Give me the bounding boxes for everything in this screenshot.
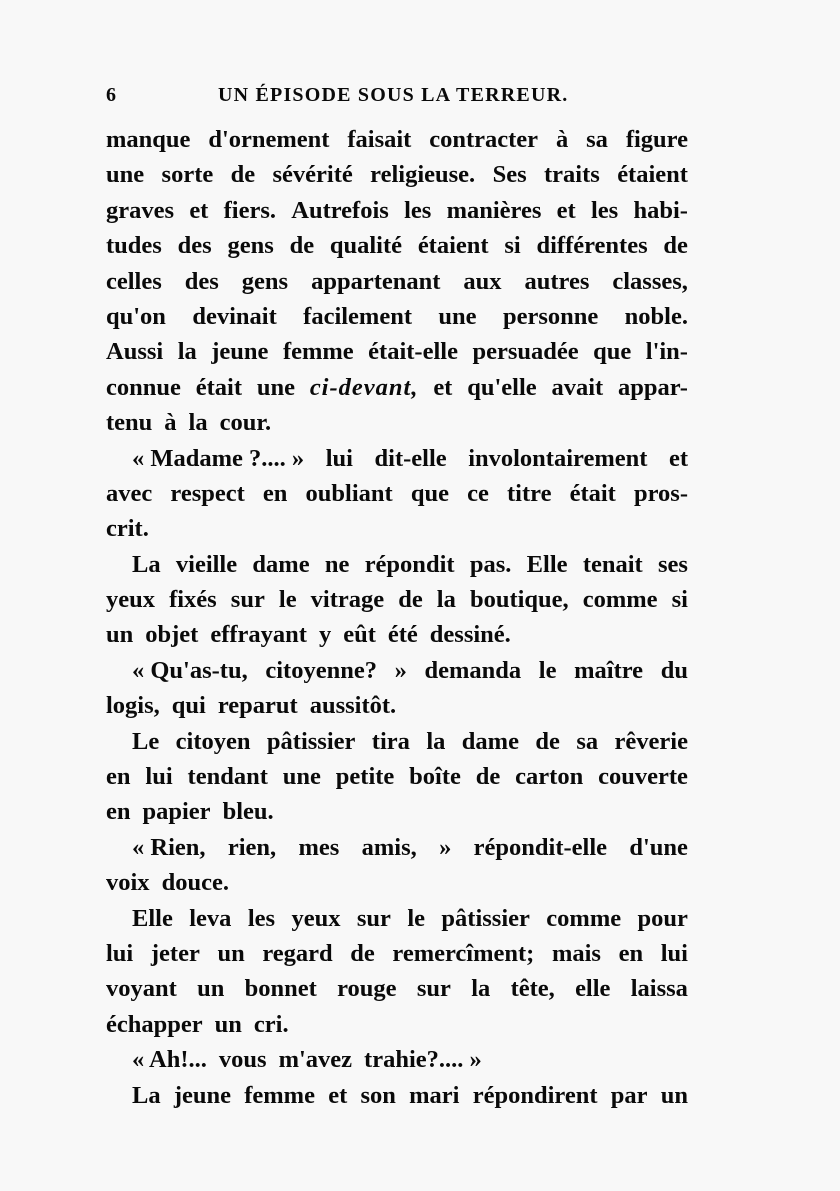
word: regard xyxy=(262,939,333,967)
word: crit. xyxy=(106,515,149,543)
page-number: 6 xyxy=(106,84,117,106)
word: était xyxy=(195,373,242,401)
word: était-elle xyxy=(368,338,458,366)
word: personne xyxy=(502,302,599,330)
word: un xyxy=(217,939,245,967)
word: de xyxy=(350,939,375,967)
word: traits xyxy=(544,161,600,189)
text-line xyxy=(106,1007,688,1042)
word: « Qu'as-tu, xyxy=(132,656,248,684)
word: pros- xyxy=(633,479,688,507)
word: si xyxy=(671,586,688,614)
word: noble. xyxy=(624,302,688,330)
word: ce xyxy=(467,479,489,507)
word: une xyxy=(256,373,295,401)
word: tenait xyxy=(582,550,643,578)
word: maître xyxy=(574,656,644,684)
word: rien, xyxy=(227,833,277,861)
text-line xyxy=(106,936,688,971)
word: Le xyxy=(132,727,160,755)
text-line xyxy=(106,476,688,511)
word: étaient xyxy=(617,161,688,189)
word: sur xyxy=(356,904,391,932)
word: yeux xyxy=(291,904,341,932)
word: qu'elle xyxy=(467,373,537,401)
word: Ses xyxy=(492,161,527,189)
word: été xyxy=(387,621,418,649)
word: sur xyxy=(230,586,265,614)
word: aussitôt. xyxy=(309,692,397,720)
word: yeux xyxy=(106,586,155,614)
word: les xyxy=(247,904,276,932)
word: jeune xyxy=(211,338,269,366)
word: vous xyxy=(218,1046,267,1074)
word: remercîment; xyxy=(392,939,535,967)
word: avait xyxy=(551,373,604,401)
word: eût xyxy=(343,621,376,649)
page-header xyxy=(106,84,692,114)
word: cour. xyxy=(219,409,272,437)
word: fiers. xyxy=(223,196,276,224)
word: manque xyxy=(106,126,191,153)
word: tendant xyxy=(187,763,268,791)
text-line xyxy=(106,511,688,546)
word: jeune xyxy=(173,1081,231,1109)
word: petite xyxy=(335,763,395,791)
word: appar- xyxy=(618,373,688,401)
word: oubliant xyxy=(305,479,393,507)
word: manières xyxy=(446,196,542,224)
word: en xyxy=(106,763,131,791)
word: l'in- xyxy=(645,338,688,366)
text-line xyxy=(106,724,688,759)
word: dame xyxy=(461,727,519,755)
text-line xyxy=(106,653,688,688)
word: de xyxy=(289,232,315,260)
word: d'ornement xyxy=(208,126,330,153)
word: La xyxy=(132,1081,161,1109)
word: lui xyxy=(660,939,688,967)
word: amis, xyxy=(361,833,417,861)
word: la xyxy=(177,338,197,366)
word: ne xyxy=(324,550,350,578)
word: objet xyxy=(145,621,199,649)
word: des xyxy=(177,232,212,260)
word: lui xyxy=(325,444,353,472)
word: demanda xyxy=(424,656,522,684)
word: un xyxy=(660,1081,688,1109)
word: Elle xyxy=(526,550,568,578)
text-line xyxy=(106,830,688,865)
word: répondit-elle xyxy=(473,833,608,861)
text-line xyxy=(106,582,688,617)
word: carton xyxy=(515,763,584,791)
word: dessiné. xyxy=(429,621,511,649)
word: de xyxy=(663,232,688,260)
word: en xyxy=(618,939,644,967)
word: faisait xyxy=(347,126,412,153)
word: tête, xyxy=(510,975,555,1003)
word: qualité xyxy=(329,232,403,260)
word: connue xyxy=(106,373,181,401)
word: tenu xyxy=(106,409,153,437)
word: un xyxy=(106,621,134,649)
word: son xyxy=(360,1081,396,1109)
word: le xyxy=(278,586,297,614)
word: vitrage xyxy=(310,586,385,614)
word: sévérité xyxy=(272,161,353,189)
word: persuadée xyxy=(472,338,579,366)
word: ci-devant, xyxy=(309,373,419,401)
word: dit-elle xyxy=(374,444,447,472)
word: répondit xyxy=(364,550,455,578)
word: la xyxy=(188,409,208,437)
text-line xyxy=(106,334,688,369)
word: aux xyxy=(463,267,502,295)
body-text xyxy=(106,122,688,1113)
word: une xyxy=(106,161,145,189)
word: les xyxy=(590,196,619,224)
text-line xyxy=(106,901,688,936)
word: leva xyxy=(189,904,232,932)
text-line xyxy=(106,865,688,900)
word: étaient xyxy=(417,232,489,260)
word: sa xyxy=(576,727,599,755)
text-line xyxy=(106,688,688,723)
word: cri. xyxy=(253,1010,289,1038)
word: « Ah!... xyxy=(132,1046,207,1074)
word: qu'on xyxy=(106,302,166,330)
word: boîte xyxy=(409,763,461,791)
word: une xyxy=(282,763,321,791)
word: La xyxy=(132,550,161,578)
word: papier xyxy=(142,798,211,826)
word: mari xyxy=(409,1081,460,1109)
word: pâtissier xyxy=(441,904,530,932)
word: » xyxy=(394,656,407,684)
word: Elle xyxy=(132,904,173,932)
word: trahie?.... » xyxy=(364,1046,482,1074)
word: la xyxy=(471,975,491,1003)
text-line xyxy=(106,547,688,582)
word: et xyxy=(668,444,688,472)
word: classes, xyxy=(612,267,688,295)
word: par xyxy=(610,1081,648,1109)
word: pour xyxy=(637,904,688,932)
word: différentes xyxy=(536,232,648,260)
word: sur xyxy=(416,975,451,1003)
word: habi- xyxy=(633,196,688,224)
word: graves xyxy=(106,196,175,224)
text-line xyxy=(106,264,688,299)
word: logis, xyxy=(106,692,160,720)
text-line xyxy=(106,299,688,334)
word: elle xyxy=(575,975,611,1003)
word: la xyxy=(426,727,446,755)
word: à xyxy=(555,126,569,153)
word: en xyxy=(106,798,131,826)
word: couverte xyxy=(598,763,688,791)
word: comme xyxy=(582,586,658,614)
word: citoyenne? xyxy=(265,656,377,684)
word: involontairement xyxy=(468,444,648,472)
word: vieille xyxy=(175,550,238,578)
word: un xyxy=(214,1010,242,1038)
text-line xyxy=(106,1042,688,1077)
word: tira xyxy=(371,727,410,755)
word: les xyxy=(404,196,432,224)
word: de xyxy=(230,161,256,189)
word: qui xyxy=(171,692,206,720)
word: devinait xyxy=(192,302,277,330)
word: et xyxy=(189,196,209,224)
word: dame xyxy=(252,550,310,578)
word: fixés xyxy=(169,586,217,614)
word: pas. xyxy=(469,550,512,578)
word: lui xyxy=(145,763,173,791)
word: la xyxy=(436,586,456,614)
text-line xyxy=(106,370,688,405)
word: des xyxy=(184,267,219,295)
word: religieuse. xyxy=(370,161,476,189)
word: respect xyxy=(170,479,245,507)
running-title: UN ÉPISODE SOUS LA TERREUR. xyxy=(218,84,569,106)
word: celles xyxy=(106,267,162,295)
word: rouge xyxy=(337,975,397,1003)
text-line xyxy=(106,441,688,476)
word: mais xyxy=(551,939,601,967)
word: en xyxy=(262,479,288,507)
word: bleu. xyxy=(222,798,274,826)
word: répondirent xyxy=(472,1081,598,1109)
word: titre xyxy=(507,479,552,507)
word: Aussi xyxy=(106,338,164,366)
word: si xyxy=(504,232,521,260)
word: facilement xyxy=(303,302,412,330)
word: femme xyxy=(244,1081,315,1109)
text-line xyxy=(106,228,688,263)
word: figure xyxy=(625,126,688,153)
word: de xyxy=(475,763,501,791)
word: gens xyxy=(241,267,289,295)
word: du xyxy=(660,656,688,684)
word: « Rien, xyxy=(132,833,206,861)
word: m'avez xyxy=(278,1046,353,1074)
word: que xyxy=(593,338,632,366)
word: le xyxy=(407,904,426,932)
word: une xyxy=(438,302,477,330)
word: appartenant xyxy=(311,267,441,295)
word: échapper xyxy=(106,1010,203,1038)
word: à xyxy=(164,409,177,437)
word: rêverie xyxy=(614,727,688,755)
text-line xyxy=(106,971,688,1006)
word: reparut xyxy=(217,692,298,720)
word: tudes xyxy=(106,232,162,260)
word: voix xyxy=(106,869,150,897)
word: sorte xyxy=(161,161,214,189)
word: contracter xyxy=(429,126,539,153)
text-line xyxy=(106,405,688,440)
word: ses xyxy=(657,550,688,578)
text-line xyxy=(106,794,688,829)
word: que xyxy=(410,479,449,507)
word: boutique, xyxy=(469,586,569,614)
word: y xyxy=(318,621,332,649)
word: et xyxy=(556,196,576,224)
word: autres xyxy=(524,267,590,295)
text-line xyxy=(106,1078,688,1113)
word: était xyxy=(569,479,616,507)
word: « Madame ?.... » xyxy=(132,444,305,472)
word: femme xyxy=(282,338,354,366)
word: comme xyxy=(546,904,622,932)
word: le xyxy=(538,656,557,684)
word: de xyxy=(535,727,560,755)
word: lui xyxy=(106,939,134,967)
word: douce. xyxy=(161,869,229,897)
word: » xyxy=(439,833,452,861)
word: voyant xyxy=(106,975,177,1003)
word: jeter xyxy=(150,939,200,967)
word: pâtissier xyxy=(266,727,356,755)
word: Autrefois xyxy=(291,196,389,224)
text-line xyxy=(106,157,688,192)
word: avec xyxy=(106,479,153,507)
word: d'une xyxy=(629,833,688,861)
word: mes xyxy=(298,833,340,861)
word: et xyxy=(328,1081,348,1109)
word: un xyxy=(197,975,225,1003)
word: de xyxy=(398,586,423,614)
word: citoyen xyxy=(175,727,251,755)
word: laissa xyxy=(630,975,688,1003)
word: et xyxy=(433,373,453,401)
text-line xyxy=(106,193,688,228)
text-line xyxy=(106,759,688,794)
word: bonnet xyxy=(244,975,317,1003)
word: sa xyxy=(586,126,608,153)
text-line xyxy=(106,122,688,157)
word: effrayant xyxy=(210,621,307,649)
word: gens xyxy=(227,232,274,260)
text-line xyxy=(106,617,688,652)
